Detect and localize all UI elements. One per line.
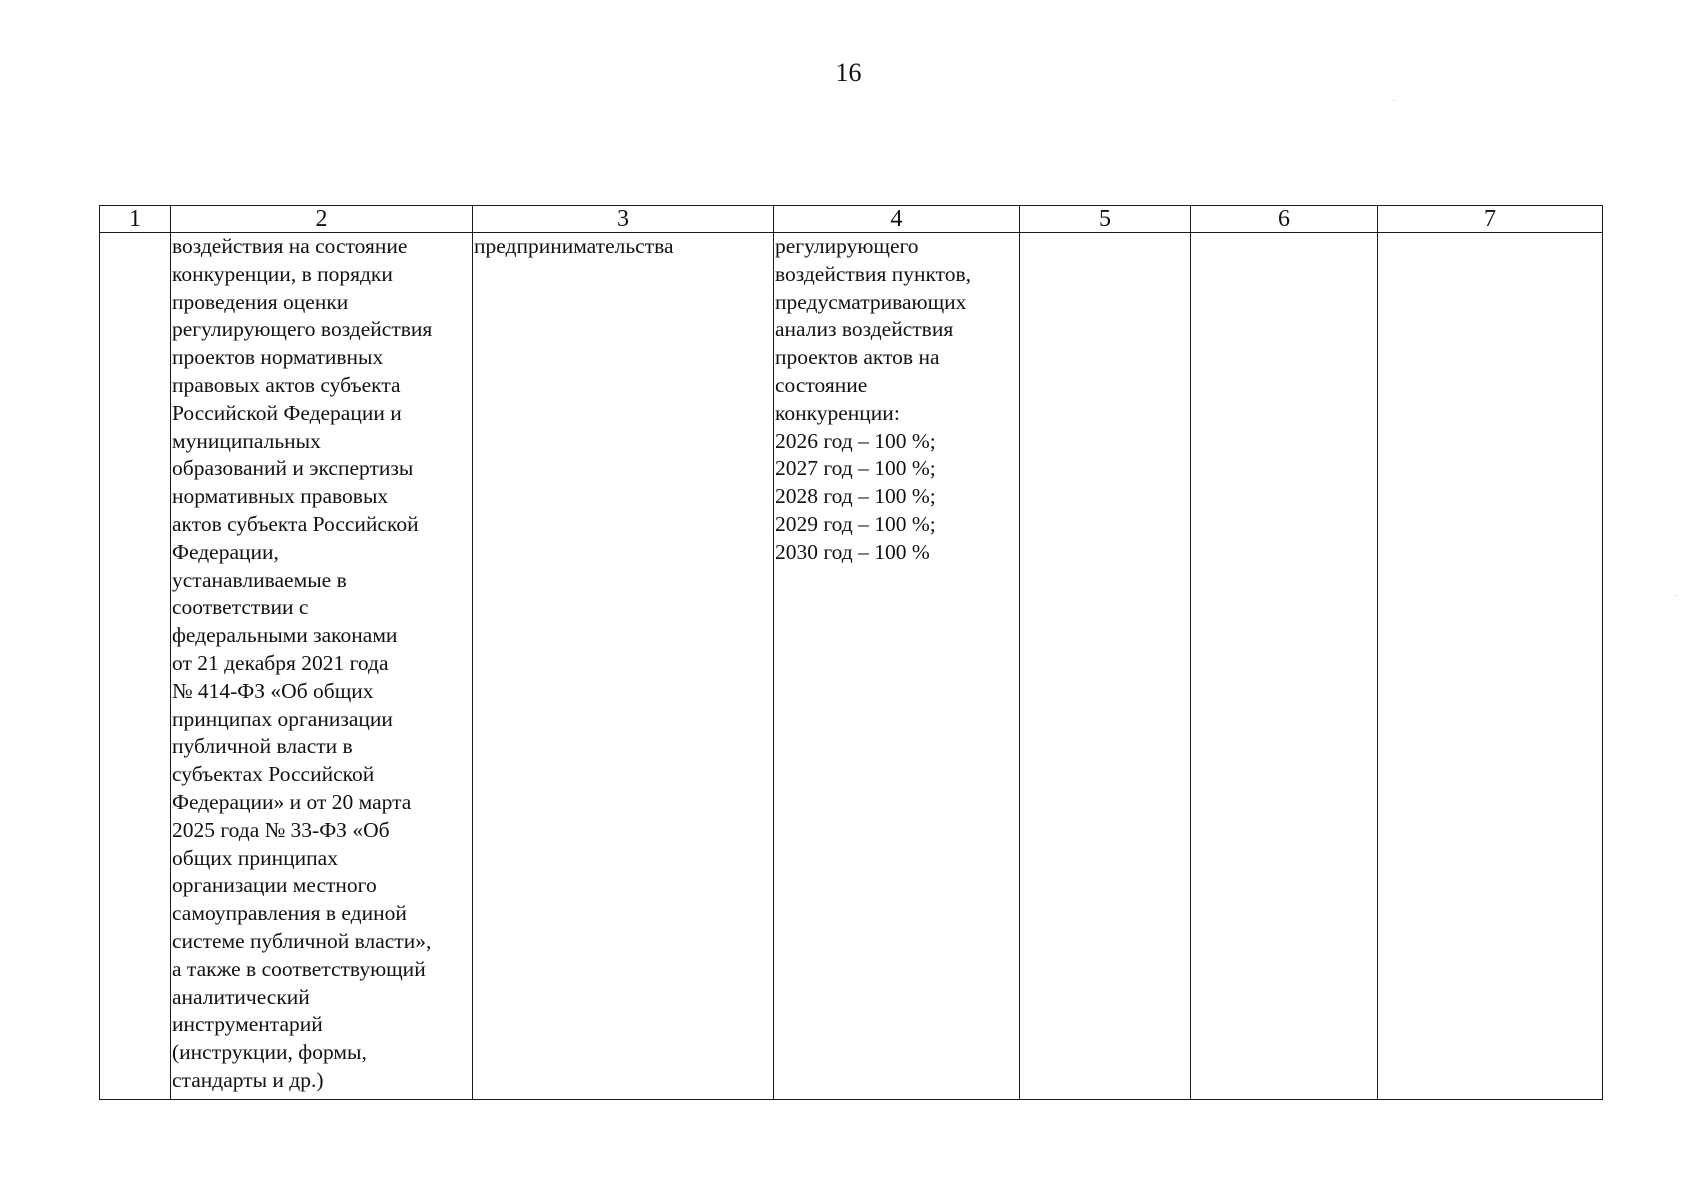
table-cell-col-2 [171, 233, 473, 1100]
cell-text-line: аналитический [172, 984, 310, 1009]
cell-text-line: № 414-ФЗ «Об общих [172, 678, 374, 703]
cell-text-line: общих принципах [172, 845, 338, 870]
cell-text-line: (инструкции, формы, [172, 1040, 367, 1065]
table-cell-col-6 [1191, 233, 1378, 1100]
cell-text-line: 2026 год – 100 %; [775, 428, 936, 453]
cell-text-line: Федерации» и от 20 марта [172, 789, 412, 814]
cell-text-line: проектов актов на [775, 345, 940, 370]
cell-text-line: 2025 года № 33-ФЗ «Об [172, 817, 390, 842]
cell-text-line: 2029 год – 100 %; [775, 511, 936, 536]
cell-text-line: от 21 декабря 2021 года [172, 650, 389, 675]
table-row [100, 233, 1603, 1100]
cell-text-line: образований и экспертизы [172, 456, 414, 481]
cell-text-line: инструментарий [172, 1012, 323, 1037]
cell-text-line: принципах организации [172, 706, 393, 731]
data-table [99, 205, 1603, 1100]
cell-text-line: муниципальных [172, 428, 321, 453]
cell-text-line: субъектах Российской [172, 762, 375, 787]
cell-text-line: предпринимательства [474, 234, 674, 258]
cell-text-line: правовых актов субъекта [172, 372, 401, 397]
cell-text-line: актов субъекта Российской [172, 511, 419, 536]
cell-text-line: анализ воздействия [775, 317, 954, 342]
cell-text-line: 2028 год – 100 %; [775, 484, 936, 509]
column-header-5: 5 [1020, 206, 1191, 233]
table-cell-col-7 [1378, 233, 1603, 1100]
cell-text-line: регулирующего [775, 234, 919, 258]
header-row [100, 206, 1603, 233]
cell-text-line: конкуренции, в порядки [172, 261, 393, 286]
cell-text-line: соответствии с [172, 595, 309, 620]
table-cell-col-4 [774, 233, 1020, 1100]
column-header-2: 2 [171, 206, 473, 233]
cell-text-line: а также в соответствующий [172, 956, 426, 981]
cell-text-line: устанавливаемые в [172, 567, 347, 592]
cell-text-line: публичной власти в [172, 734, 353, 759]
cell-text-line: проектов нормативных [172, 345, 384, 370]
cell-text-line: федеральными законами [172, 623, 398, 648]
cell-text-line: предусматривающих [775, 289, 967, 314]
page-number: 16 [835, 58, 862, 87]
column-header-3: 3 [473, 206, 774, 233]
column-header-7: 7 [1378, 206, 1603, 233]
scan-artifact [1393, 100, 1395, 101]
cell-text-line: воздействия пунктов, [775, 261, 972, 286]
table-cell-col-3 [473, 233, 774, 1100]
scan-artifact [1675, 595, 1677, 596]
cell-text-line: 2027 год – 100 %; [775, 456, 936, 481]
column-header-1: 1 [100, 206, 171, 233]
cell-text-line: проведения оценки [172, 289, 349, 314]
cell-text-line: организации местного [172, 873, 377, 898]
cell-text-line: стандарты и др.) [172, 1067, 324, 1092]
table-cell-col-5 [1020, 233, 1191, 1100]
cell-text-line: состояние [775, 372, 868, 397]
cell-text-line: нормативных правовых [172, 484, 389, 509]
cell-text-line: воздействия на состояние [172, 234, 408, 258]
cell-text-line: системе публичной власти», [172, 928, 432, 953]
column-header-6: 6 [1191, 206, 1378, 233]
cell-text-line: регулирующего воздействия [172, 317, 433, 342]
cell-text-line: Федерации, [172, 539, 279, 564]
cell-text-line: 2030 год – 100 % [775, 539, 930, 564]
column-header-4: 4 [774, 206, 1020, 233]
cell-text-line: конкуренции: [775, 400, 900, 425]
cell-text-line: самоуправления в единой [172, 901, 407, 926]
table-cell-col-1 [100, 233, 171, 1100]
cell-text-line: Российской Федерации и [172, 400, 402, 425]
